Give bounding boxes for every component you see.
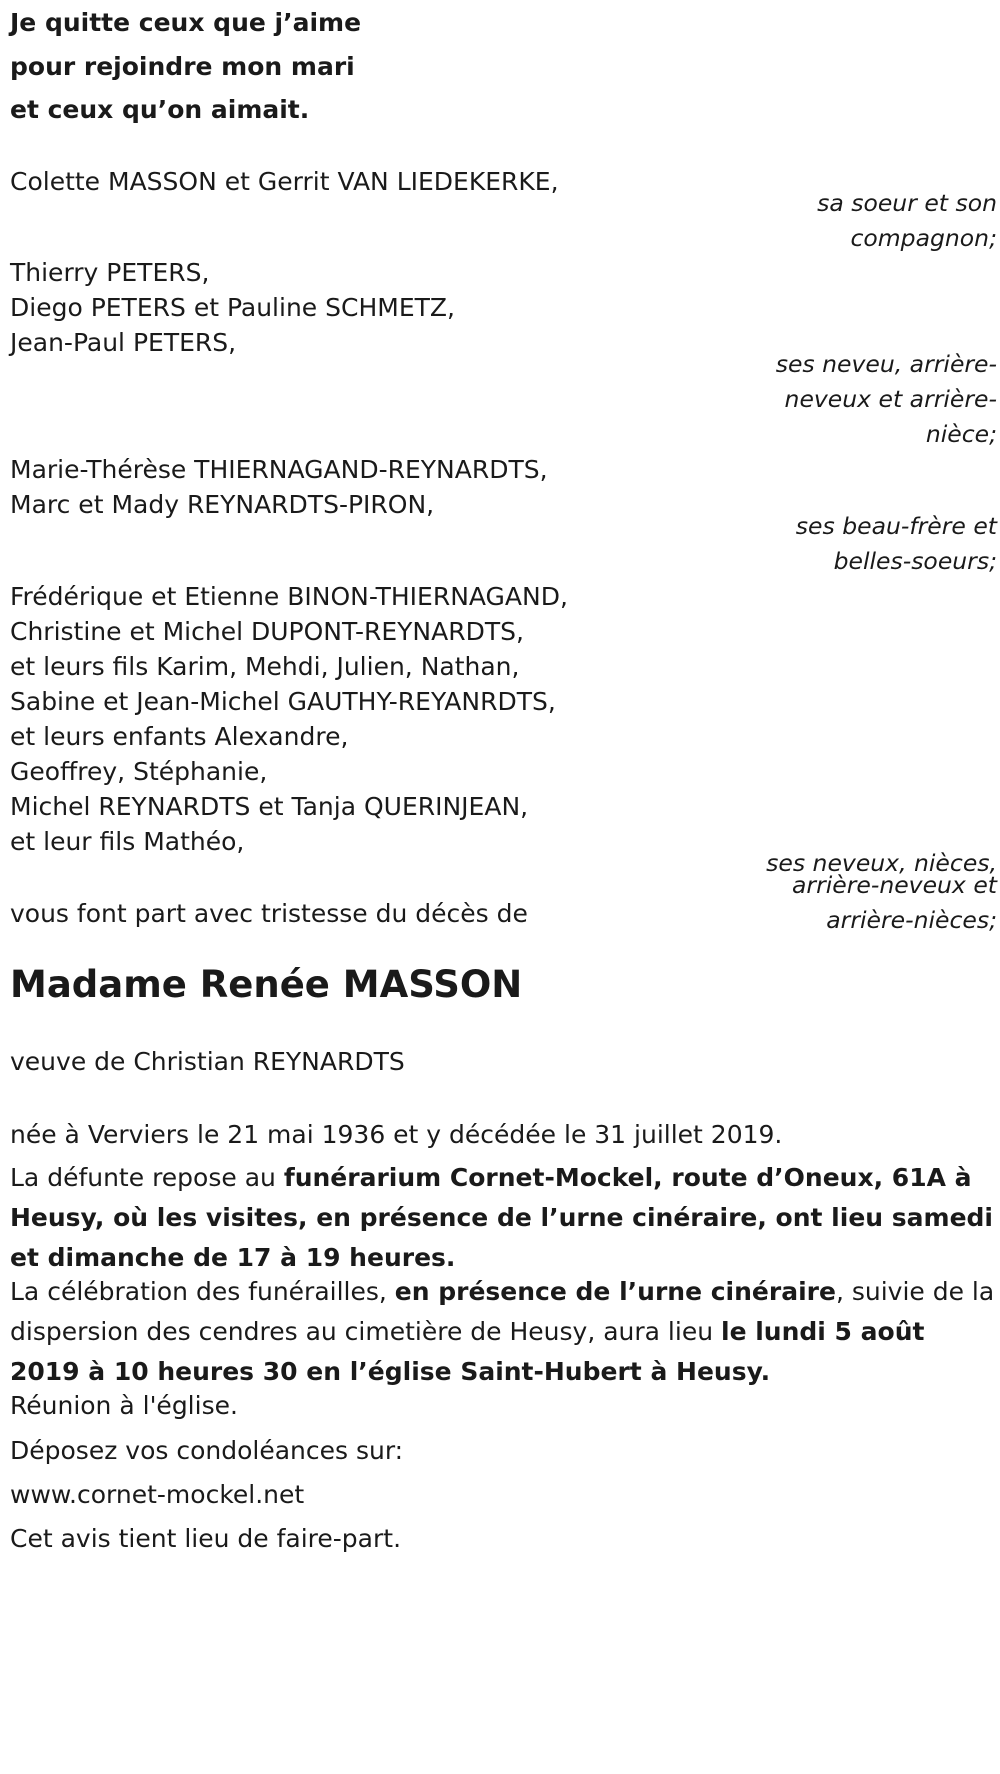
ceremony-date-place: le lundi 5 août 2019 à 10 heures 30 en l’église Saint-Hubert à Heusy. (10, 1317, 925, 1386)
relation-line: neveux et arrière- (784, 385, 997, 413)
birth-death-text: née à Verviers le 21 mai 1936 et y décédée le 31 juillet 2019. (10, 1120, 783, 1149)
condolences-label: Déposez vos condoléances sur: (10, 1436, 404, 1465)
visitation-details: funérarium Cornet-Mockel, route d’Oneux, 61A à Heusy, où les visites, en présence de l’urne cinéraire, ont lieu samedi et dimanche de 17 à 19 heures. (10, 1163, 993, 1272)
relation-line: ses neveu, arrière- (775, 350, 997, 378)
widow-of-text: veuve de Christian REYNARDTS (10, 1047, 405, 1076)
relation-line: ses neveux, nièces, (766, 849, 997, 877)
relation-line: ses beau-frère et (795, 512, 997, 540)
relation-line: arrière-neveux et (792, 871, 997, 899)
deceased-name: Madame Renée MASSON (10, 963, 523, 1006)
relation-line: arrière-nièces; (826, 906, 997, 934)
ceremony-middle: , suivie de la dispersion des cendres au cimetière de Heusy, aura lieu (10, 1277, 995, 1346)
family-name-line: Marie-Thérèse THIERNAGAND-REYNARDTS, (10, 455, 548, 484)
ceremony-prefix: La célébration des funérailles, (10, 1277, 395, 1306)
visitation-paragraph (10, 1158, 995, 1278)
relation-line: sa soeur et son (817, 189, 997, 217)
relation-line: nièce; (925, 420, 997, 448)
website-link[interactable]: www.cornet-mockel.net (10, 1480, 305, 1509)
epitaph-line-2: pour rejoindre mon mari (10, 52, 355, 81)
family-name-line: Geoffrey, Stéphanie, (10, 757, 268, 786)
relation-line: compagnon; (850, 224, 997, 252)
family-name-line: Frédérique et Etienne BINON-THIERNAGAND, (10, 582, 568, 611)
epitaph-line-1: Je quitte ceux que j’aime (10, 8, 362, 37)
family-name-line: Thierry PETERS, (10, 258, 210, 287)
family-name-line: Sabine et Jean-Michel GAUTHY-REYANRDTS, (10, 687, 556, 716)
family-name-line: Jean-Paul PETERS, (10, 328, 237, 357)
family-name-line: Michel REYNARDTS et Tanja QUERINJEAN, (10, 792, 529, 821)
closing-text: Cet avis tient lieu de faire-part. (10, 1524, 402, 1553)
family-name-line: Marc et Mady REYNARDTS-PIRON, (10, 490, 435, 519)
family-name-line: et leur fils Mathéo, (10, 827, 245, 856)
visitation-prefix: La défunte repose au (10, 1163, 284, 1192)
family-name-line: Colette MASSON et Gerrit VAN LIEDEKERKE, (10, 167, 559, 196)
family-name-line: Diego PETERS et Pauline SCHMETZ, (10, 293, 455, 322)
family-name-line: et leurs fils Karim, Mehdi, Julien, Nathan, (10, 652, 520, 681)
ceremony-paragraph (10, 1272, 995, 1392)
announcement-text: vous font part avec tristesse du décès de (10, 899, 528, 928)
meeting-text: Réunion à l'église. (10, 1391, 238, 1420)
family-name-line: Christine et Michel DUPONT-REYNARDTS, (10, 617, 524, 646)
ceremony-urn-note: en présence de l’urne cinéraire (394, 1277, 836, 1306)
family-name-line: et leurs enfants Alexandre, (10, 722, 349, 751)
epitaph-line-3: et ceux qu’on aimait. (10, 95, 310, 124)
relation-line: belles-soeurs; (833, 547, 997, 575)
